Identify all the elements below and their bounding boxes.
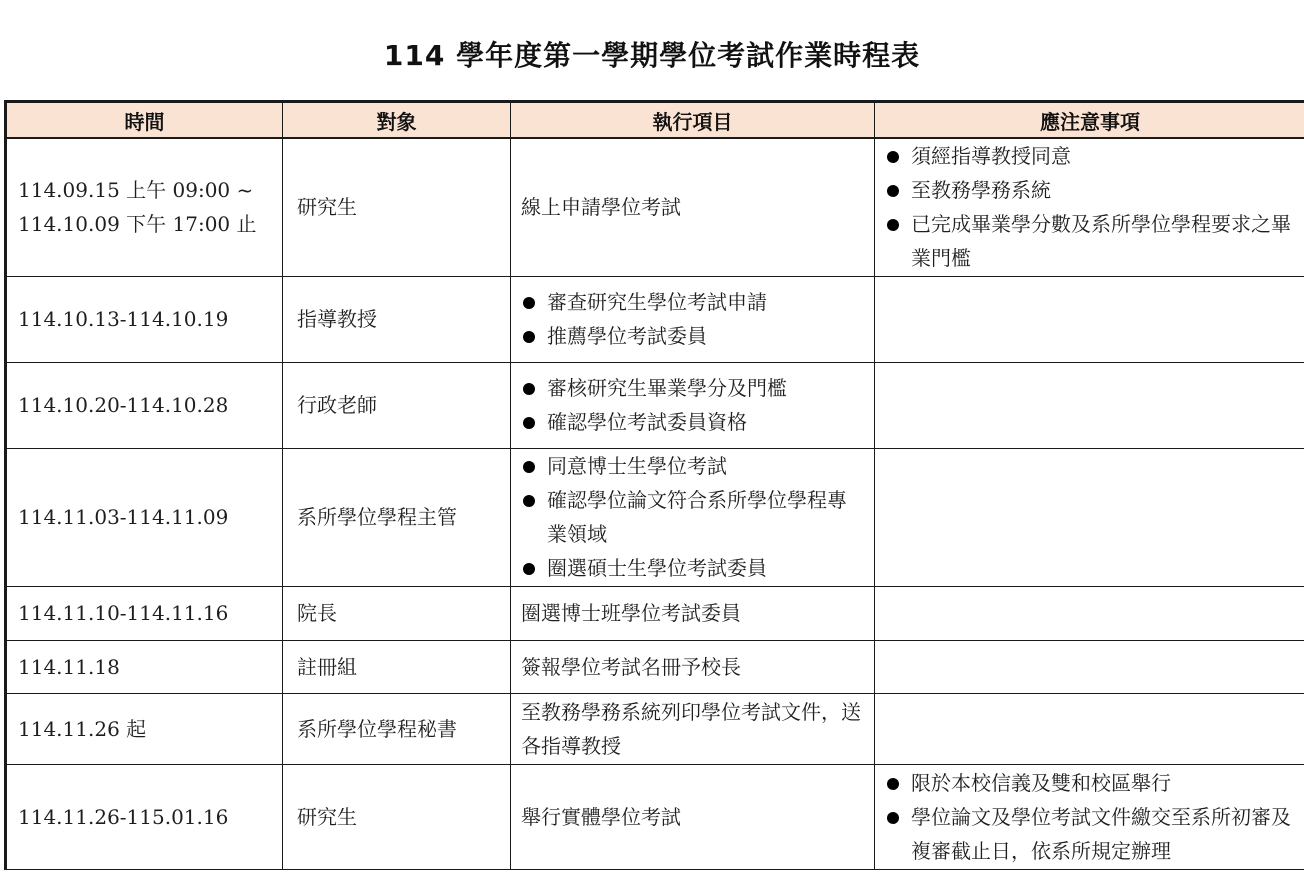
time-line: 114.10.13-114.10.19: [18, 307, 229, 331]
cell-notes: [875, 276, 1304, 362]
page-title: 114 學年度第一學期學位考試作業時程表: [383, 39, 921, 72]
cell-notes: [875, 640, 1304, 693]
time-line: 114.11.10-114.11.16: [18, 601, 229, 625]
task-list: [521, 449, 864, 585]
table-row: [6, 138, 1304, 276]
table-row: [6, 693, 1304, 764]
task-list-item: 確認學位考試委員資格: [521, 405, 864, 439]
cell-task: [511, 640, 875, 693]
task-list-item: 確認學位論文符合系所學位學程專業領域: [521, 483, 864, 551]
time-line: 114.11.26 起: [18, 716, 147, 741]
cell-time: [6, 276, 283, 362]
cell-notes: [875, 693, 1304, 764]
cell-task: [511, 448, 875, 586]
table-header-row: [6, 102, 1304, 139]
task-text: 圈選博士班學位考試委員: [521, 601, 741, 625]
cell-notes: [875, 362, 1304, 448]
notes-list: [885, 766, 1295, 868]
time-line: 114.11.26-115.01.16: [18, 804, 229, 829]
task-list-item: 同意博士生學位考試: [521, 449, 864, 483]
schedule-table: [4, 100, 1304, 870]
cell-task: [511, 362, 875, 448]
task-text: 至教務學務系統列印學位考試文件，送各指導教授: [521, 699, 861, 758]
cell-target: 院長: [283, 586, 511, 640]
table-row: [6, 276, 1304, 362]
time-line: 114.10.09 下午 17:00 止: [18, 212, 257, 237]
cell-time: [6, 362, 283, 448]
cell-target: 研究生: [283, 764, 511, 869]
notes-list-item: 學位論文及學位考試文件繳交至系所初審及複審截止日，依系所規定辦理: [885, 800, 1295, 868]
header-notes: 應注意事項: [875, 102, 1304, 139]
cell-time: [6, 640, 283, 693]
header-target: 對象: [283, 102, 511, 139]
table-row: [6, 586, 1304, 640]
header-task: 執行項目: [511, 102, 875, 139]
cell-target: 研究生: [283, 138, 511, 276]
cell-notes: [875, 764, 1304, 869]
cell-time: [6, 693, 283, 764]
task-text: 簽報學位考試名冊予校長: [521, 654, 741, 679]
cell-notes: [875, 586, 1304, 640]
cell-time: [6, 138, 283, 276]
cell-task: [511, 693, 875, 764]
header-time: 時間: [6, 102, 283, 139]
time-line: 114.09.15 上午 09:00 ~: [18, 178, 254, 203]
table-row: [6, 448, 1304, 586]
notes-list: [885, 139, 1295, 275]
notes-list-item: 限於本校信義及雙和校區舉行: [885, 766, 1295, 800]
notes-list-item: 須經指導教授同意: [885, 139, 1295, 173]
cell-target: 註冊組: [283, 640, 511, 693]
task-list-item: 審查研究生學位考試申請: [521, 285, 864, 319]
cell-notes: [875, 138, 1304, 276]
cell-time: [6, 448, 283, 586]
time-line: 114.10.20-114.10.28: [18, 393, 229, 417]
time-line: 114.11.03-114.11.09: [18, 505, 229, 529]
cell-task: [511, 138, 875, 276]
notes-list-item: 至教務學務系統: [885, 173, 1295, 207]
task-list-item: 審核研究生畢業學分及門檻: [521, 371, 864, 405]
cell-target: 行政老師: [283, 362, 511, 448]
task-text: 線上申請學位考試: [521, 195, 681, 220]
cell-target: 指導教授: [283, 276, 511, 362]
task-list: [521, 371, 864, 439]
cell-task: [511, 764, 875, 869]
notes-list-item: 已完成畢業學分數及系所學位學程要求之畢業門檻: [885, 207, 1295, 275]
time-line: 114.11.18: [18, 654, 120, 679]
table-row: [6, 764, 1304, 869]
table-row: [6, 362, 1304, 448]
task-list-item: 圈選碩士生學位考試委員: [521, 551, 864, 585]
cell-time: [6, 764, 283, 869]
task-list-item: 推薦學位考試委員: [521, 319, 864, 353]
cell-task: [511, 586, 875, 640]
cell-time: [6, 586, 283, 640]
task-text: 舉行實體學位考試: [521, 804, 681, 829]
cell-task: [511, 276, 875, 362]
cell-target: 系所學位學程主管: [283, 448, 511, 586]
task-list: [521, 285, 864, 353]
cell-target: 系所學位學程秘書: [283, 693, 511, 764]
cell-notes: [875, 448, 1304, 586]
table-row: [6, 640, 1304, 693]
